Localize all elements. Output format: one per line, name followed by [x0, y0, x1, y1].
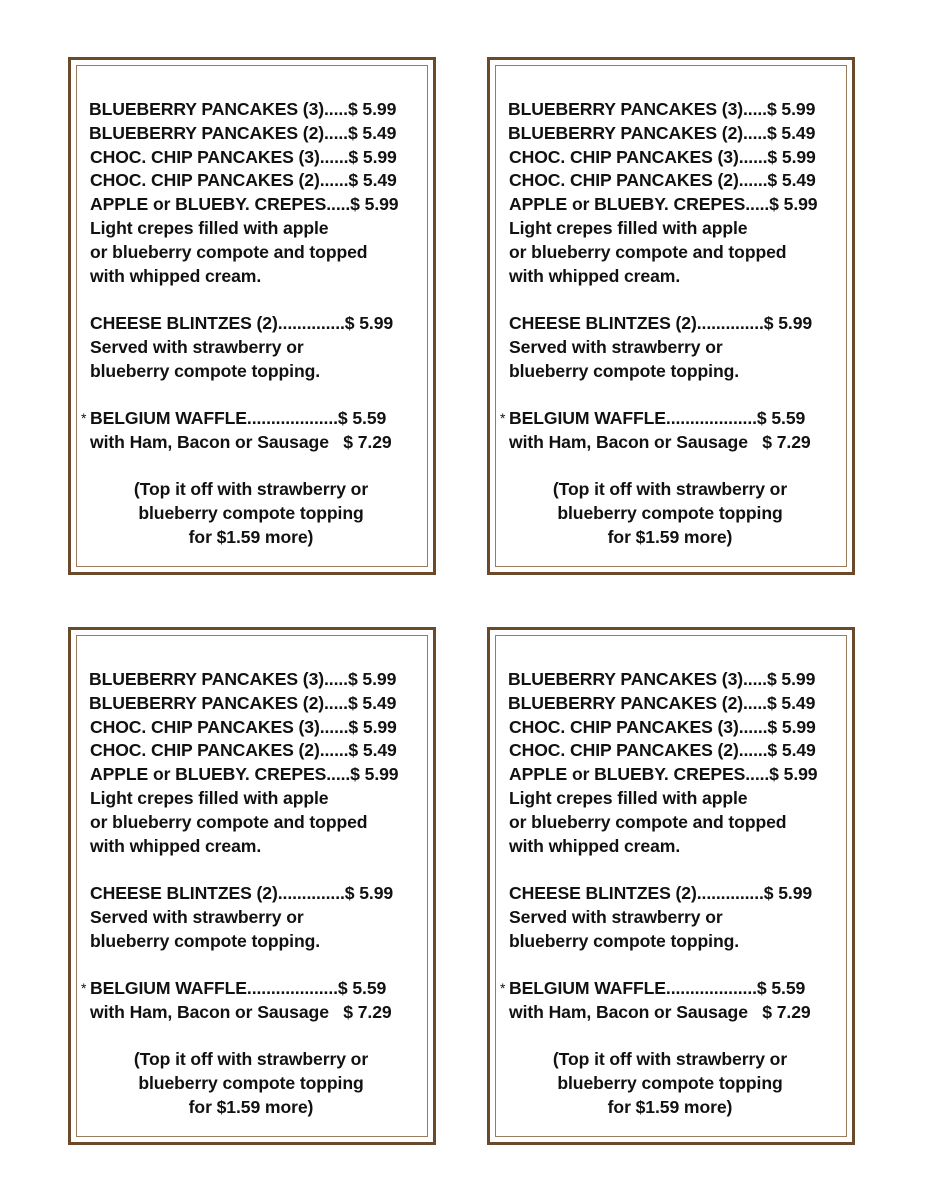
topping-note-line: for $1.59 more) [607, 1096, 733, 1117]
menu-item: CHEESE BLINTZES (2)..............$ 5.99 [509, 882, 813, 903]
item-description: or blueberry compote and topped [90, 241, 368, 262]
item-description: blueberry compote topping. [509, 360, 740, 381]
item-description: Light crepes filled with apple [509, 787, 748, 808]
menu-item: CHEESE BLINTZES (2)..............$ 5.99 [509, 312, 813, 333]
menu-item: with Ham, Bacon or Sausage $ 7.29 [90, 431, 392, 452]
item-description: blueberry compote topping. [90, 930, 321, 951]
menu-content [496, 98, 844, 550]
menu-item: BLUEBERRY PANCAKES (3).....$ 5.99 [89, 99, 397, 119]
menu-item: with Ham, Bacon or Sausage $ 7.29 [509, 1001, 811, 1022]
asterisk-marker: * [81, 409, 87, 426]
menu-item: CHOC. CHIP PANCAKES (2)......$ 5.49 [509, 170, 816, 191]
asterisk-marker: * [81, 979, 87, 996]
item-description: Served with strawberry or [509, 906, 723, 927]
topping-note [496, 1048, 844, 1119]
topping-note-line: for $1.59 more) [188, 526, 314, 547]
item-description: Light crepes filled with apple [90, 217, 329, 238]
item-description: or blueberry compote and topped [509, 241, 787, 262]
menu-content [77, 668, 425, 1120]
topping-note [496, 478, 844, 549]
menu-item [77, 407, 425, 431]
menu-item: CHOC. CHIP PANCAKES (2)......$ 5.49 [90, 170, 397, 191]
menu-item: APPLE or BLUEBY. CREPES.....$ 5.99 [90, 764, 399, 785]
menu-item: BLUEBERRY PANCAKES (3).....$ 5.99 [508, 669, 816, 689]
menu-card [68, 57, 436, 575]
topping-note [77, 478, 425, 549]
asterisk-marker: * [500, 409, 506, 426]
menu-card [68, 627, 436, 1145]
topping-note-line: (Top it off with strawberry or [133, 479, 369, 500]
waffle-label: BELGIUM WAFFLE...................$ 5.59 [90, 977, 387, 998]
menu-item: BLUEBERRY PANCAKES (2).....$ 5.49 [89, 122, 397, 143]
menu-item: BLUEBERRY PANCAKES (2).....$ 5.49 [508, 692, 816, 713]
menu-item: CHOC. CHIP PANCAKES (3)......$ 5.99 [509, 146, 816, 167]
menu-item: BLUEBERRY PANCAKES (2).....$ 5.49 [89, 692, 397, 713]
menu-item: with Ham, Bacon or Sausage $ 7.29 [90, 1001, 392, 1022]
asterisk-marker: * [500, 979, 506, 996]
item-description: with whipped cream. [509, 265, 681, 286]
item-description: or blueberry compote and topped [509, 811, 787, 832]
item-description: blueberry compote topping. [90, 360, 321, 381]
menu-item [496, 407, 844, 431]
menu-item: CHOC. CHIP PANCAKES (2)......$ 5.49 [509, 740, 816, 761]
item-description: with whipped cream. [90, 835, 262, 856]
menu-item: CHOC. CHIP PANCAKES (3)......$ 5.99 [509, 716, 816, 737]
menu-item [496, 977, 844, 1001]
menu-item: CHOC. CHIP PANCAKES (3)......$ 5.99 [90, 716, 397, 737]
menu-card [487, 57, 855, 575]
item-description: with whipped cream. [90, 265, 262, 286]
topping-note [77, 1048, 425, 1119]
topping-note-line: blueberry compote topping [557, 1072, 783, 1093]
item-description: Light crepes filled with apple [90, 787, 329, 808]
topping-note-line: blueberry compote topping [138, 1072, 364, 1093]
menu-item: APPLE or BLUEBY. CREPES.....$ 5.99 [90, 194, 399, 215]
topping-note-line: blueberry compote topping [138, 502, 364, 523]
item-description: or blueberry compote and topped [90, 811, 368, 832]
item-description: Served with strawberry or [90, 336, 304, 357]
topping-note-line: for $1.59 more) [607, 526, 733, 547]
menu-item: APPLE or BLUEBY. CREPES.....$ 5.99 [509, 764, 818, 785]
menu-content [496, 668, 844, 1120]
menu-item: CHOC. CHIP PANCAKES (3)......$ 5.99 [90, 146, 397, 167]
menu-item: BLUEBERRY PANCAKES (2).....$ 5.49 [508, 122, 816, 143]
menu-item: CHEESE BLINTZES (2)..............$ 5.99 [90, 312, 394, 333]
menu-item: APPLE or BLUEBY. CREPES.....$ 5.99 [509, 194, 818, 215]
topping-note-line: (Top it off with strawberry or [133, 1049, 369, 1070]
menu-item [77, 977, 425, 1001]
topping-note-line: (Top it off with strawberry or [552, 1049, 788, 1070]
topping-note-line: for $1.59 more) [188, 1096, 314, 1117]
waffle-label: BELGIUM WAFFLE...................$ 5.59 [509, 407, 806, 428]
item-description: Served with strawberry or [90, 906, 304, 927]
waffle-label: BELGIUM WAFFLE...................$ 5.59 [509, 977, 806, 998]
menu-card [487, 627, 855, 1145]
menu-item: BLUEBERRY PANCAKES (3).....$ 5.99 [89, 669, 397, 689]
menu-content [77, 98, 425, 550]
menu-item: CHOC. CHIP PANCAKES (2)......$ 5.49 [90, 740, 397, 761]
item-description: Light crepes filled with apple [509, 217, 748, 238]
menu-item: CHEESE BLINTZES (2)..............$ 5.99 [90, 882, 394, 903]
item-description: with whipped cream. [509, 835, 681, 856]
item-description: blueberry compote topping. [509, 930, 740, 951]
waffle-label: BELGIUM WAFFLE...................$ 5.59 [90, 407, 387, 428]
topping-note-line: (Top it off with strawberry or [552, 479, 788, 500]
menu-item: BLUEBERRY PANCAKES (3).....$ 5.99 [508, 99, 816, 119]
topping-note-line: blueberry compote topping [557, 502, 783, 523]
menu-item: with Ham, Bacon or Sausage $ 7.29 [509, 431, 811, 452]
item-description: Served with strawberry or [509, 336, 723, 357]
